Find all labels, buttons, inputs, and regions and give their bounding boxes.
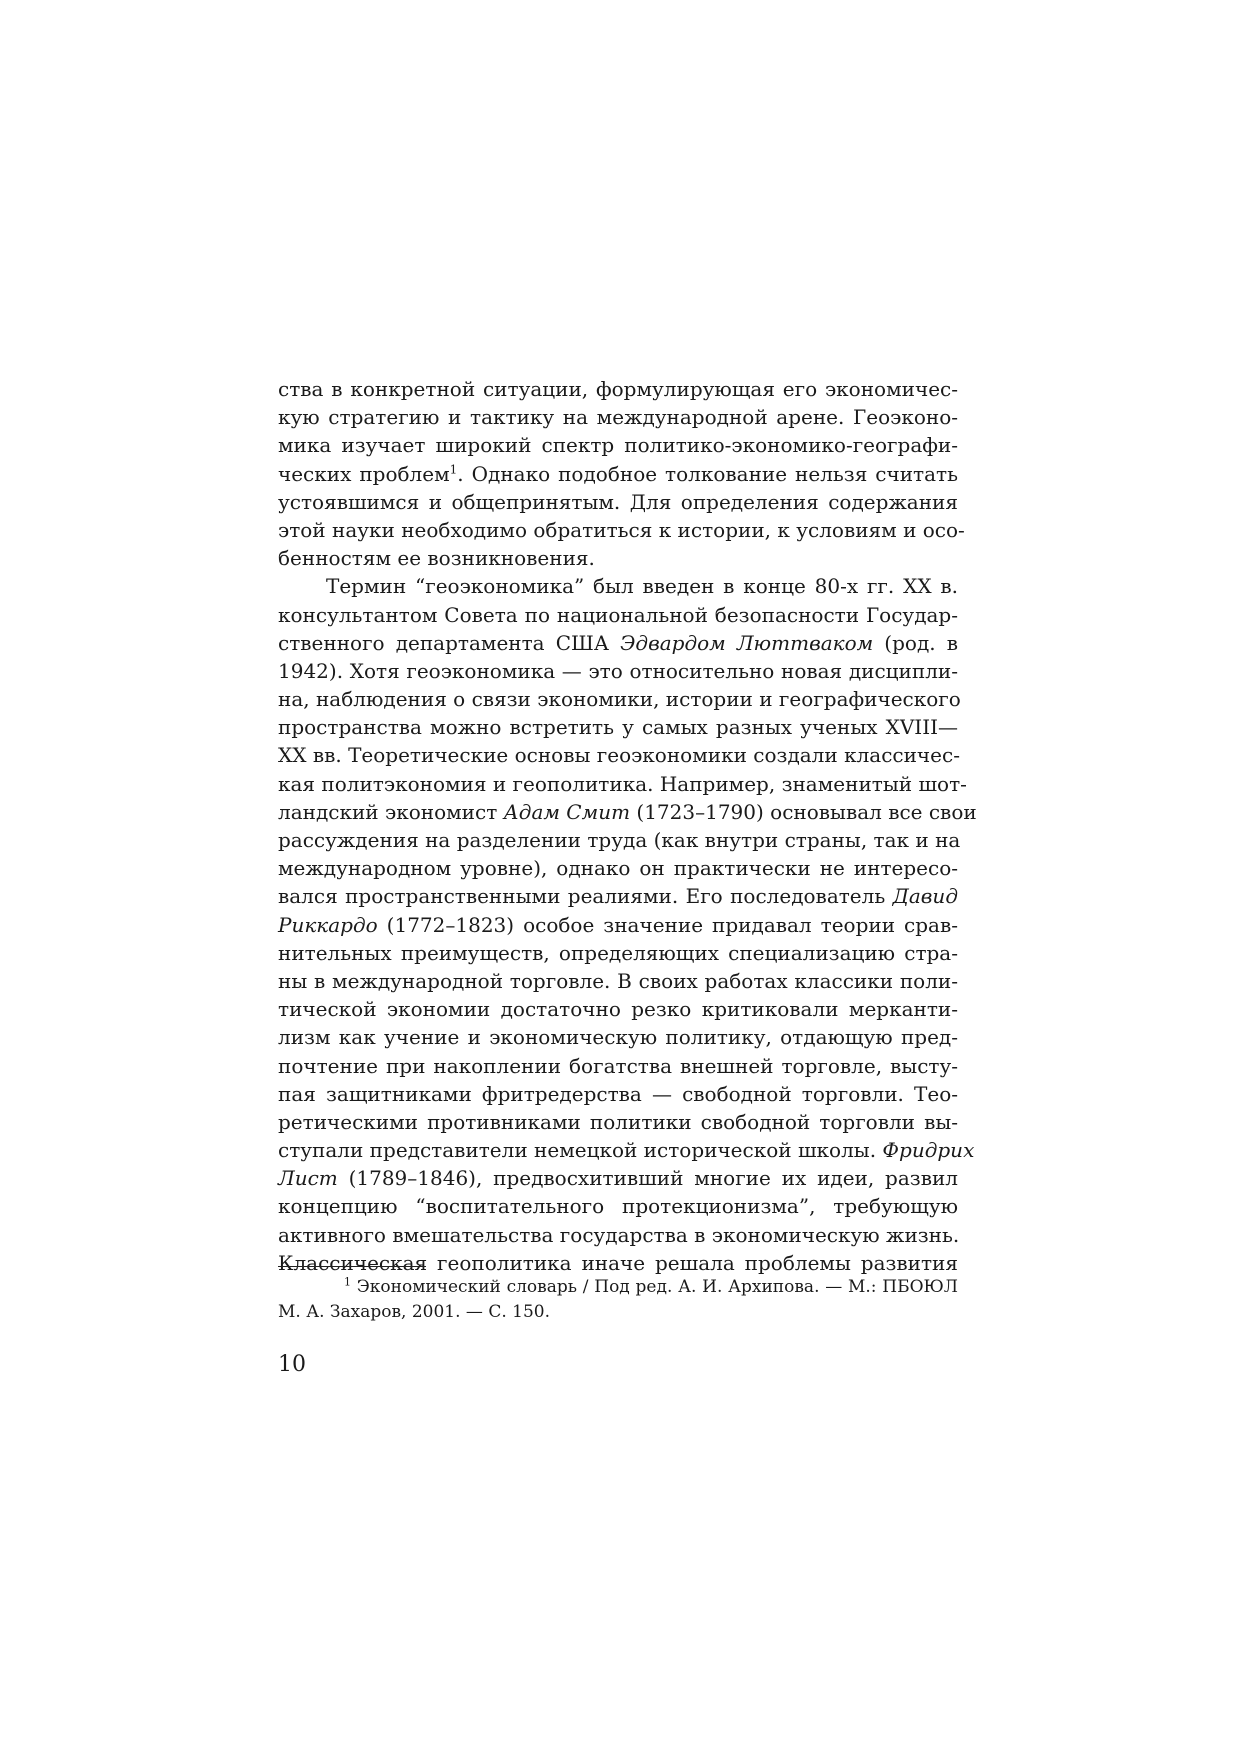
text-line: тической экономии достаточно резко критиковали мерканти- — [278, 997, 958, 1022]
text-line — [278, 798, 977, 826]
text-line: XX вв. Теоретические основы геоэкономики создали классичес- — [278, 743, 960, 768]
text-line: устоявшимся и общепринятым. Для определения содержания — [278, 489, 958, 514]
text-line: консультантом Совета по национальной безопасности Государ- — [278, 602, 958, 627]
text-run: ландский экономист — [278, 799, 504, 824]
text-line: ретическими противниками политики свободной торговли вы- — [278, 1109, 958, 1134]
footnote-reference[interactable]: 1 — [449, 461, 458, 476]
paragraph-start-line: Термин “геоэкономика” был введен в конце 80-х гг. XX в. — [326, 574, 958, 599]
text-line: пая защитниками фритредерства — свободной торговли. Тео- — [278, 1081, 958, 1106]
text-line: активного вмешательства государства в экономическую жизнь. — [278, 1222, 960, 1247]
text-line: ства в конкретной ситуации, формулирующая его экономичес- — [278, 377, 958, 401]
text-line: лизм как учение и экономическую политику, отдающую пред- — [278, 1025, 958, 1050]
text-line — [278, 882, 958, 910]
page-number: 10 — [278, 1352, 306, 1377]
footnote-mark: 1 — [344, 1275, 351, 1289]
italic-name: Адам Смит — [503, 799, 631, 824]
text-line: концепцию “воспитательного протекционизма”, требующую — [278, 1194, 958, 1219]
text-line: ны в международной торговле. В своих работах классики поли- — [278, 968, 958, 993]
italic-name: Лист — [278, 1166, 338, 1191]
footnote-text: Экономический словарь / Под ред. А. И. Архипова. — М.: ПБОЮЛ — [356, 1277, 958, 1297]
text-line — [278, 460, 958, 488]
text-line: Классическая геополитика иначе решала проблемы развития — [278, 1250, 958, 1275]
text-line: пространства можно встретить у самых разных ученых XVIII— — [278, 715, 958, 740]
text-line: бенностям ее возникновения. — [278, 546, 595, 571]
text-line: рассуждения на разделении труда (как внутри страны, так и на — [278, 828, 961, 852]
italic-name: Риккардо — [278, 912, 378, 937]
italic-name: Фридрих — [882, 1138, 975, 1163]
text-run: . Однако подобное толкование нельзя считать — [457, 461, 958, 486]
text-line — [278, 1164, 958, 1192]
italic-name: Давид — [892, 884, 958, 909]
text-line: кая политэкономия и геополитика. Например, знаменитый шот- — [278, 771, 967, 796]
text-line: кую стратегию и тактику на международной арене. Геоэконо- — [278, 405, 958, 430]
footnote-line — [278, 1275, 958, 1300]
text-line: мика изучает широкий спектр политико-экономико-географи- — [278, 433, 958, 458]
text-line — [278, 911, 958, 939]
footnote — [278, 1275, 958, 1325]
text-line: 1942). Хотя геоэкономика — это относительно новая дисципли- — [278, 658, 958, 683]
text-line — [278, 629, 958, 657]
text-run: (1772–1823) особое значение придавал теории срав- — [377, 912, 958, 937]
text-line: этой науки необходимо обратиться к истории, к условиям и осо- — [278, 517, 965, 542]
footnote-line: М. А. Захаров, 2001. — С. 150. — [278, 1302, 550, 1322]
text-line: почтение при накоплении богатства внешней торговле, высту- — [278, 1053, 958, 1078]
text-line — [278, 1136, 975, 1164]
italic-name: Эдвардом Люттваком — [620, 630, 874, 655]
text-line: международном уровне), однако он практически не интересо- — [278, 856, 958, 881]
text-run: ческих проблем — [278, 461, 450, 486]
body-text — [278, 375, 977, 1277]
text-run: ственного департамента США — [278, 630, 621, 655]
text-run: ступали представители немецкой исторической школы. — [278, 1138, 883, 1163]
text-line: нительных преимуществ, определяющих специализацию стра- — [278, 940, 958, 965]
text-run: (1789–1846), предвосхитивший многие их идеи, развил — [337, 1166, 958, 1191]
footnote-separator — [278, 1266, 426, 1267]
text-run: вался пространственными реалиями. Его последователь — [278, 884, 893, 909]
text-run: (1723–1790) основывал все свои — [630, 799, 977, 824]
text-run: (род. в — [873, 630, 958, 655]
text-line: на, наблюдения о связи экономики, истории и географического — [278, 687, 961, 712]
